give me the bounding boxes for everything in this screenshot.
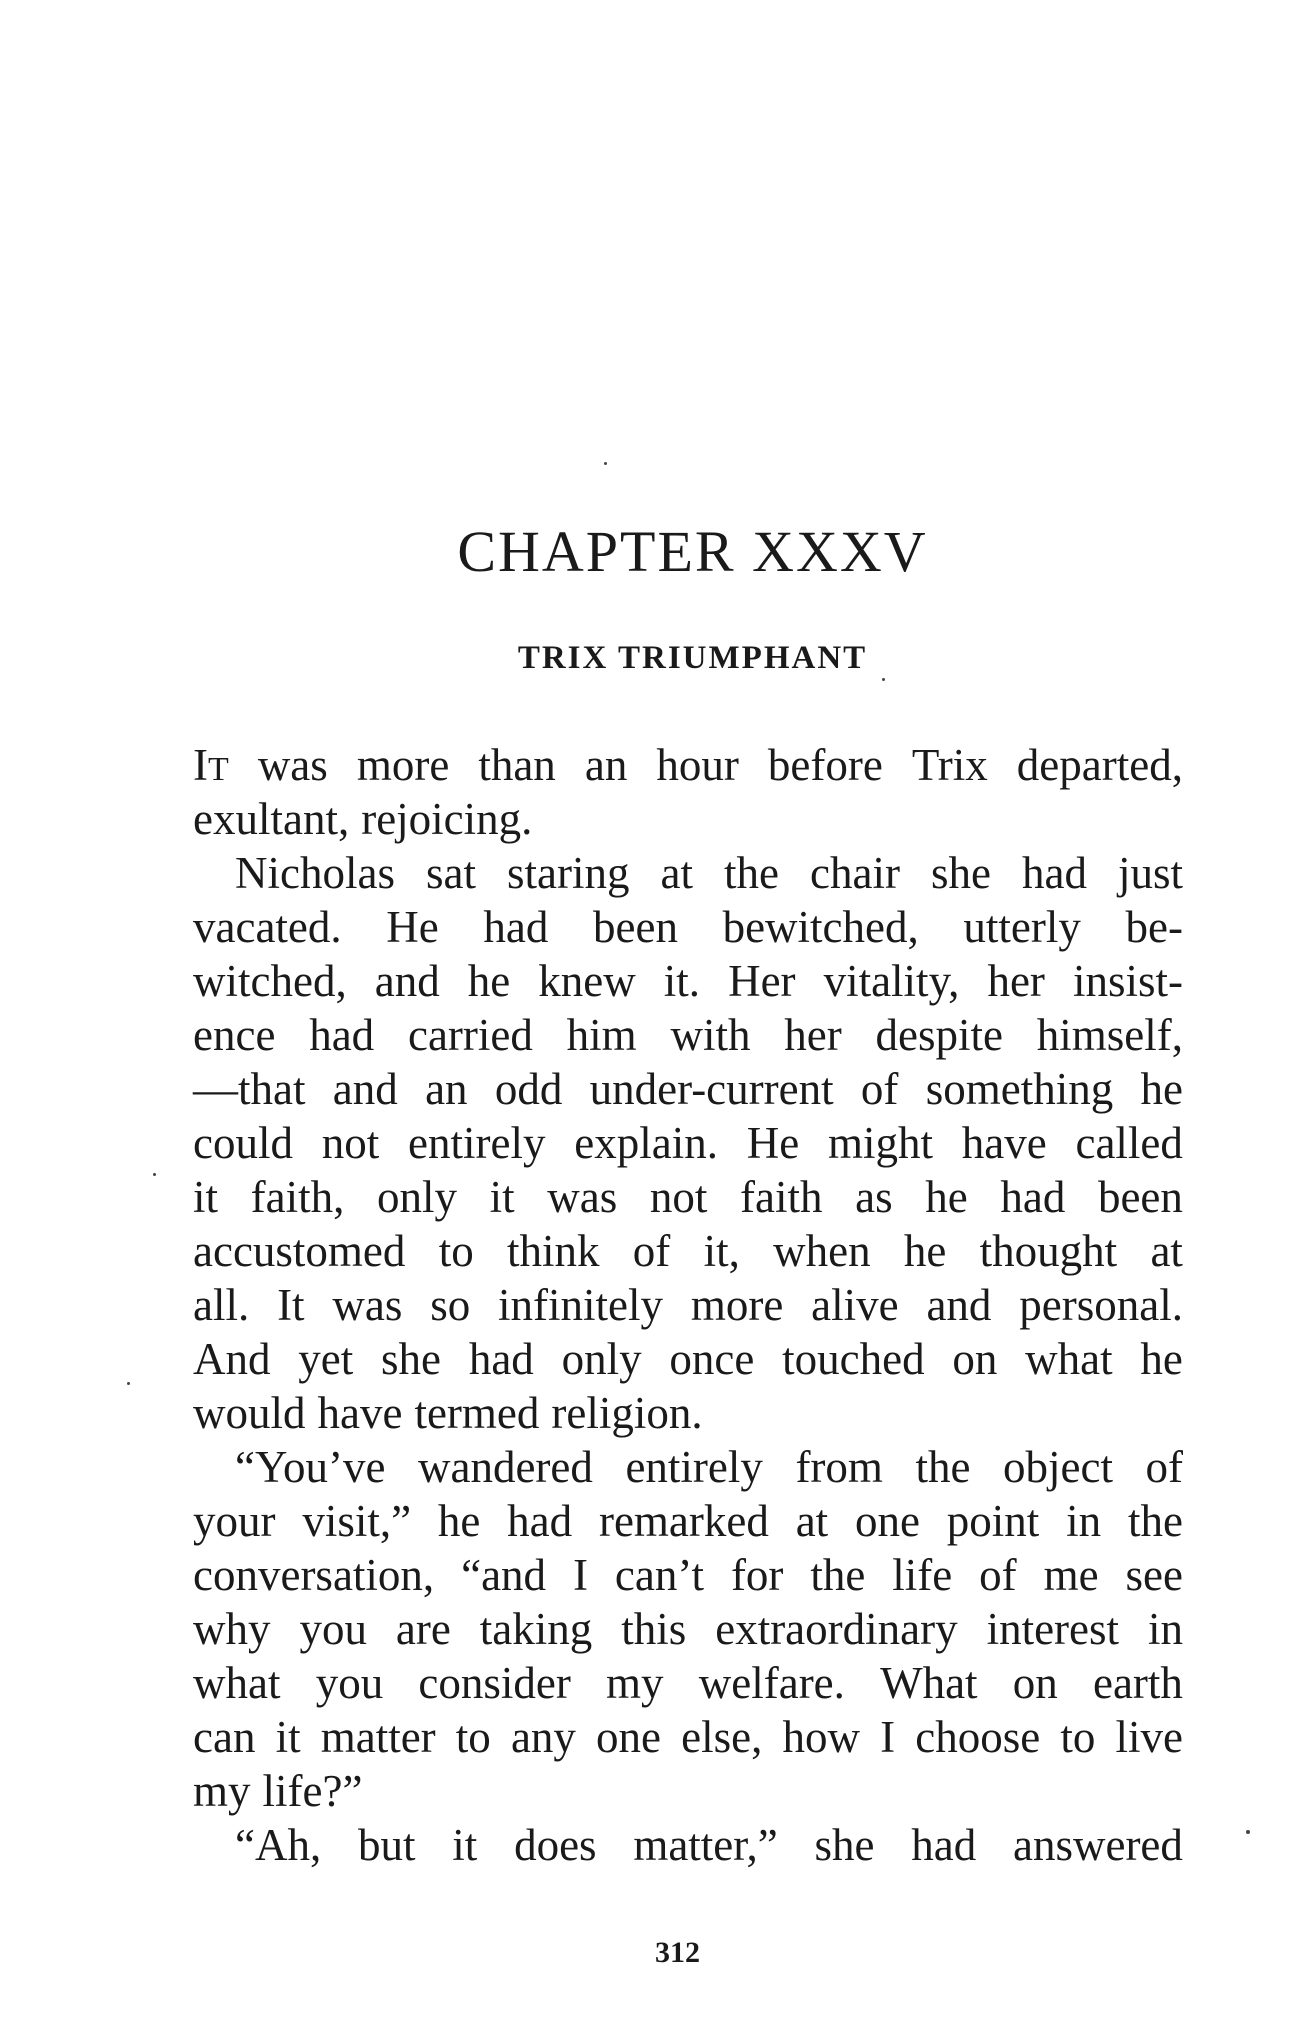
- word: he: [1140, 1334, 1183, 1384]
- word: for: [730, 1550, 784, 1600]
- word: it: [275, 1712, 301, 1762]
- word: something: [925, 1064, 1114, 1114]
- scan-speck: [604, 462, 607, 465]
- word: I: [572, 1550, 588, 1600]
- word: despite: [875, 1010, 1003, 1060]
- word: this: [621, 1604, 687, 1654]
- word: one: [596, 1712, 662, 1762]
- opening-word: [193, 738, 229, 792]
- text-line: [193, 846, 1183, 900]
- word: He: [746, 1118, 800, 1168]
- text-line: [193, 1386, 1183, 1440]
- text-line: [193, 738, 1183, 792]
- word: only: [376, 1172, 457, 1222]
- word: ence: [193, 1010, 276, 1060]
- word: the: [724, 848, 779, 898]
- word: an: [425, 1064, 468, 1114]
- word: to: [455, 1712, 491, 1762]
- word: it: [489, 1172, 515, 1222]
- word: one: [854, 1496, 920, 1546]
- word: once: [669, 1334, 755, 1384]
- text-line: [193, 1116, 1183, 1170]
- page-number: 312: [655, 1936, 700, 1969]
- word: at: [660, 848, 693, 898]
- word: than: [478, 740, 556, 790]
- chapter-subtitle: TRIX TRIUMPHANT: [517, 640, 868, 676]
- scan-speck: [882, 678, 885, 681]
- word: matter: [320, 1712, 436, 1762]
- word: staring: [507, 848, 630, 898]
- text-line: [193, 1278, 1183, 1332]
- text-line: [193, 900, 1183, 954]
- word: her: [987, 956, 1045, 1006]
- word: exultant,: [193, 794, 350, 844]
- word: him: [566, 1010, 637, 1060]
- word: can: [193, 1712, 256, 1762]
- text-line: [193, 1602, 1183, 1656]
- word: bewitched,: [722, 902, 919, 952]
- word: not: [321, 1118, 380, 1168]
- word: personal.: [1019, 1280, 1183, 1330]
- word: she: [814, 1820, 875, 1870]
- word: more: [356, 740, 450, 790]
- word: all.: [193, 1280, 250, 1330]
- word: would: [193, 1388, 306, 1438]
- scan-speck: [1246, 1830, 1250, 1834]
- chapter-heading: CHAPTER XXXV: [457, 519, 928, 584]
- word: sat: [425, 848, 476, 898]
- text-line: [193, 1710, 1183, 1764]
- word: taking: [479, 1604, 593, 1654]
- text-line: [193, 1332, 1183, 1386]
- word: conversation,: [193, 1550, 435, 1600]
- word: And: [193, 1334, 271, 1384]
- word: of: [860, 1064, 899, 1114]
- text-line: [193, 1818, 1183, 1872]
- word: hour: [656, 740, 739, 790]
- word: and: [926, 1280, 992, 1330]
- word: knew: [538, 956, 636, 1006]
- word: life: [892, 1550, 953, 1600]
- word: been: [593, 902, 678, 952]
- word: visit,”: [302, 1496, 412, 1546]
- word: was: [547, 1172, 618, 1222]
- scan-speck: [153, 1173, 156, 1176]
- word: matter,”: [633, 1820, 778, 1870]
- word: live: [1115, 1712, 1183, 1762]
- word: had: [1021, 848, 1087, 898]
- word: departed,: [1016, 740, 1183, 790]
- word: else,: [681, 1712, 763, 1762]
- word: It: [277, 1280, 305, 1330]
- word: on: [952, 1334, 998, 1384]
- word: accustomed: [193, 1226, 406, 1276]
- word: but: [358, 1820, 416, 1870]
- word: only: [561, 1334, 642, 1384]
- word: rejoicing.: [361, 794, 533, 844]
- text-line: [193, 954, 1183, 1008]
- word: as: [855, 1172, 893, 1222]
- word: termed: [414, 1388, 540, 1438]
- text-line: [193, 1548, 1183, 1602]
- word: more: [690, 1280, 784, 1330]
- word: he: [1140, 1064, 1183, 1114]
- word: at: [1150, 1226, 1183, 1276]
- word: an: [584, 740, 628, 790]
- word: be-: [1125, 902, 1183, 952]
- word: of: [979, 1550, 1017, 1600]
- word: the: [1127, 1496, 1183, 1546]
- word: from: [795, 1442, 883, 1492]
- word: had: [1000, 1172, 1066, 1222]
- word: been: [1097, 1172, 1183, 1222]
- word: of: [632, 1226, 671, 1276]
- word: the: [915, 1442, 971, 1492]
- word: odd: [494, 1064, 563, 1114]
- word: see: [1125, 1550, 1183, 1600]
- word: had: [911, 1820, 977, 1870]
- word: thought: [979, 1226, 1118, 1276]
- word: earth: [1092, 1658, 1183, 1708]
- text-line: [193, 1008, 1183, 1062]
- opening-smallcaps: T: [208, 751, 229, 788]
- word: was: [257, 740, 328, 790]
- word: Her: [728, 956, 796, 1006]
- word: had: [507, 1496, 573, 1546]
- word: on: [1012, 1658, 1058, 1708]
- word: does: [514, 1820, 597, 1870]
- word: are: [395, 1604, 451, 1654]
- word: chair: [810, 848, 900, 898]
- word: my: [606, 1658, 664, 1708]
- word: extraordinary: [715, 1604, 958, 1654]
- word: yet: [298, 1334, 354, 1384]
- text-line: [193, 1656, 1183, 1710]
- scan-speck: [127, 1382, 130, 1385]
- word: what: [193, 1658, 281, 1708]
- word: it: [452, 1820, 478, 1870]
- word: had: [309, 1010, 375, 1060]
- word: to: [1060, 1712, 1096, 1762]
- word: it,: [703, 1226, 740, 1276]
- word: he: [925, 1172, 968, 1222]
- word: have: [961, 1118, 1047, 1168]
- word: touched: [782, 1334, 925, 1384]
- word: “and: [461, 1550, 547, 1600]
- word: I: [880, 1712, 896, 1762]
- word: he: [467, 956, 511, 1006]
- word: in: [1147, 1604, 1183, 1654]
- text-line: [193, 792, 1183, 846]
- word: had: [468, 1334, 534, 1384]
- word: to: [438, 1226, 474, 1276]
- word: vitality,: [823, 956, 960, 1006]
- word: carried: [407, 1010, 533, 1060]
- text-line: [193, 1170, 1183, 1224]
- word: think: [507, 1226, 600, 1276]
- word: witched,: [193, 956, 347, 1006]
- word: what: [1025, 1334, 1113, 1384]
- word: life?”: [262, 1766, 363, 1816]
- word: He: [386, 902, 439, 952]
- word: it.: [663, 956, 701, 1006]
- word: me: [1043, 1550, 1099, 1600]
- word: infinitely: [498, 1280, 664, 1330]
- body-text: [193, 738, 1183, 1872]
- word: himself,: [1036, 1010, 1183, 1060]
- word: and: [332, 1064, 398, 1114]
- word: choose: [915, 1712, 1041, 1762]
- word: utterly: [963, 902, 1081, 952]
- word: could: [193, 1118, 293, 1168]
- word: might: [827, 1118, 933, 1168]
- word: faith,: [250, 1172, 345, 1222]
- word: object: [1003, 1442, 1113, 1492]
- word: not: [649, 1172, 708, 1222]
- word: What: [880, 1658, 978, 1708]
- word: alive: [811, 1280, 899, 1330]
- text-line: [193, 1062, 1183, 1116]
- word: so: [430, 1280, 471, 1330]
- text-line: [193, 1224, 1183, 1278]
- word: before: [767, 740, 883, 790]
- word: in: [1066, 1496, 1102, 1546]
- word: you: [299, 1604, 367, 1654]
- word: why: [193, 1604, 271, 1654]
- word: insist-: [1072, 956, 1183, 1006]
- word: —that: [193, 1064, 306, 1114]
- word: you: [315, 1658, 384, 1708]
- word: explain.: [574, 1118, 718, 1168]
- word: answered: [1012, 1820, 1183, 1870]
- word: had: [483, 902, 549, 952]
- text-line: [193, 1494, 1183, 1548]
- word: she: [381, 1334, 442, 1384]
- word: Trix: [911, 740, 988, 790]
- word: any: [510, 1712, 576, 1762]
- word: can’t: [614, 1550, 705, 1600]
- word: point: [946, 1496, 1040, 1546]
- word: consider: [418, 1658, 571, 1708]
- word: she: [930, 848, 991, 898]
- word: Nicholas: [235, 848, 395, 898]
- word: welfare.: [698, 1658, 845, 1708]
- word: was: [332, 1280, 403, 1330]
- opening-capital: I: [193, 740, 208, 790]
- word: called: [1075, 1118, 1183, 1168]
- word: and: [374, 956, 440, 1006]
- word: he: [903, 1226, 947, 1276]
- word: wandered: [417, 1442, 593, 1492]
- word: of: [1145, 1442, 1183, 1492]
- text-line: [193, 1764, 1183, 1818]
- word: my: [193, 1766, 251, 1816]
- word: remarked: [598, 1496, 769, 1546]
- word: entirely: [625, 1442, 763, 1492]
- word: just: [1117, 848, 1183, 898]
- word: have: [317, 1388, 403, 1438]
- word: “Ah,: [235, 1820, 322, 1870]
- word: entirely: [408, 1118, 546, 1168]
- word: he: [437, 1496, 481, 1546]
- word: at: [795, 1496, 829, 1546]
- word: with: [670, 1010, 751, 1060]
- word: interest: [986, 1604, 1120, 1654]
- word: the: [810, 1550, 866, 1600]
- word: it: [193, 1172, 219, 1222]
- word: faith: [740, 1172, 823, 1222]
- word: religion.: [551, 1388, 703, 1438]
- word: how: [782, 1712, 860, 1762]
- word: under-current: [589, 1064, 834, 1114]
- word: vacated.: [193, 902, 342, 952]
- word: her: [784, 1010, 842, 1060]
- text-line: [193, 1440, 1183, 1494]
- word: when: [773, 1226, 871, 1276]
- word: your: [193, 1496, 276, 1546]
- word: “You’ve: [235, 1442, 386, 1492]
